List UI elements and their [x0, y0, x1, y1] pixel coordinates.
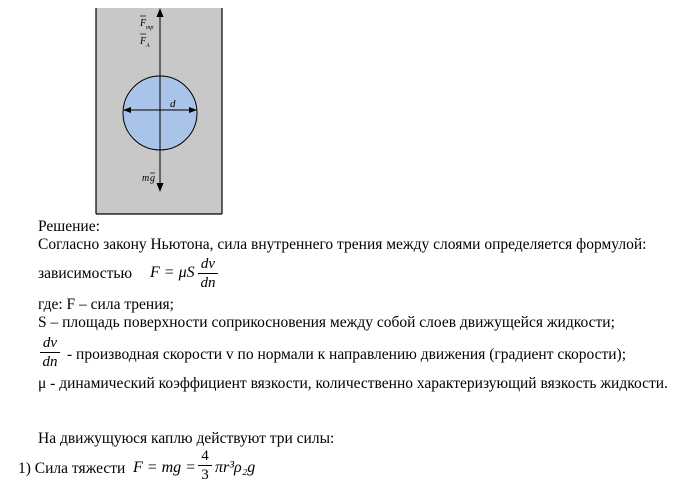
derivative-line: - производная скорости v по нормали к направлению движения (градиент скорости);: [67, 346, 627, 363]
frac-bar: [198, 273, 218, 274]
diameter-label: d: [170, 98, 176, 110]
frac-4-3-bar: [198, 465, 212, 466]
gravity-label-m: m: [142, 173, 150, 184]
friction-formula-left: F = μS: [150, 264, 195, 281]
mu-paragraph: μ - динамический коэффициент вязкости, количественно характеризующий вязкость жидкости.: [38, 375, 668, 392]
solution-heading: Решение:: [38, 218, 100, 235]
gravity-formula-fraction: [198, 448, 212, 483]
where-line: где: F – сила трения;: [38, 296, 174, 313]
derivative-fraction: [40, 335, 60, 370]
friction-force-label: F: [140, 18, 147, 29]
gravity-label-g: g: [150, 173, 155, 184]
deriv-frac-bar: [40, 352, 60, 353]
gravity-formula-left: F = mg =: [133, 459, 196, 476]
frac-dn-denominator: dn: [200, 275, 216, 291]
gravity-formula-right: πr³ρ₂g: [215, 459, 256, 476]
forces-line: На движущуюся каплю действуют три силы:: [38, 430, 335, 447]
frac-3-denominator: 3: [201, 467, 209, 483]
friction-formula-fraction: [198, 256, 218, 291]
dependence-prefix: зависимостью: [38, 265, 133, 282]
deriv-dv-numerator: dv: [42, 335, 58, 351]
s-definition-line: S – площадь поверхности соприкосновения между собой слоев движущейся жидкости;: [38, 314, 615, 331]
archimedes-force-sub: A: [146, 43, 150, 49]
frac-4-numerator: 4: [201, 448, 209, 464]
archimedes-force-label: F: [140, 36, 147, 47]
newton-line: Согласно закону Ньютона, сила внутреннего трения между слоями определяется формулой:: [38, 236, 647, 253]
friction-force-sub: тр: [146, 25, 154, 31]
deriv-dn-denominator: dn: [42, 354, 58, 370]
gravity-prefix: 1) Сила тяжести: [18, 460, 126, 477]
vessel-figure: [0, 0, 693, 220]
frac-dv-numerator: dv: [200, 256, 216, 272]
